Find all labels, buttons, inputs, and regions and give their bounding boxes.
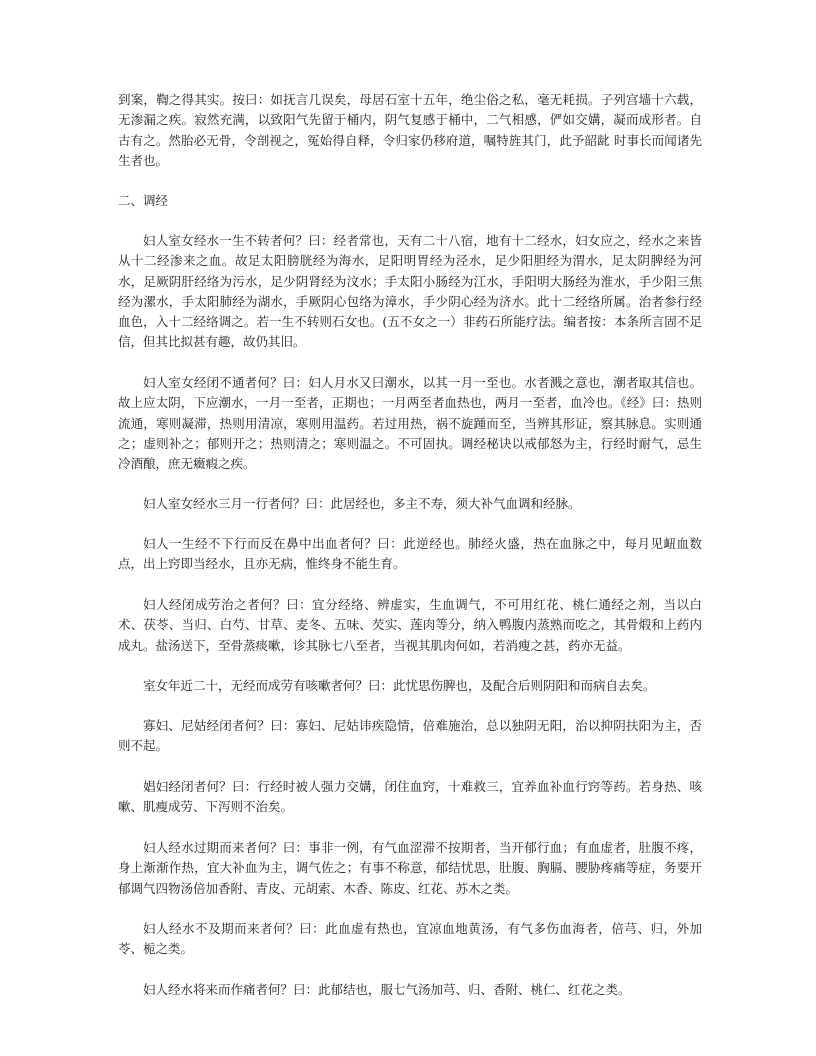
paragraph: 妇人室女经水三月一行者何？曰：此居经也，多主不寿，须大补气血调和经脉。 (143, 496, 581, 511)
paragraph: 妇人一生经不下行而反在鼻中出血者何？曰：此逆经也。肺经火盛，热在血脉之中，每月见衄血数点，出上窍即当经水，且亦无病，惟终身不能生育。 (118, 536, 702, 572)
paragraph: 室女年近二十，无经而成劳有咳嗽者何？曰：此忧思伤脾也，及配合后则阴阳和而病自去矣。 (143, 678, 656, 693)
section-heading: 二、调经 (118, 193, 169, 208)
paragraph-intro: 到案，鞫之得其实。按曰：如抚言几误矣，母居石室十五年，绝尘俗之私，毫无耗损。子列宫墙十六载，无渗漏之疾。寂然充满，以致阳气先留于桶内，阴气复感于桶中，二气相感，俨如交媾，凝而成形者。自古有之。然胎必无骨，令剖视之，冤始得自释，令归家仍移府道，嘱特旌其门，此予韶龀 时事长而闻诸先生者也。 (118, 92, 702, 168)
paragraph: 妇人室女经水一生不转者何？曰：经者常也，天有二十八宿，地有十二经水，妇女应之，经水之来皆从十二经渗来之血。故足太阳膀胱经为海水，足阳明胃经为泾水，足少阳胆经为渭水，足太阴脾经为河水，足厥阴肝经络为污水，足少阴肾经为汶水；手太阳小肠经为江水，手阳明大肠经为淮水，手少阳三焦经为漯水，手太阳肺经为湖水，手厥阴心包络为漳水，手少阴心经为济水。此十二经络所属。治者参行经血色，入十二经络调之。若一生不转则石女也。(五不女之一）非药石所能疗法。编者按：本条所言固不足信，但其比拟甚有趣，故仍其旧。 (118, 233, 702, 350)
paragraph: 妇人经闭成劳治之者何？曰：宜分经络、辨虚实，生血调气，不可用红花、桃仁通经之剂，当以白术、茯苓、当归、白芍、甘草、麦冬、五味、芡实、莲肉等分，纳入鸭腹内蒸熟而吃之，其骨煅和上药内成丸。盐汤送下，至骨蒸痰嗽，诊其脉七八至者，当视其肌肉何如，若消瘦之甚，药亦无益。 (118, 597, 702, 653)
paragraph: 妇人经水不及期而来者何？曰：此血虚有热也，宜凉血地黄汤，有气多伤血海者，倍芎、归，外加苓、栀之类。 (118, 921, 702, 957)
paragraph: 妇人室女经闭不通者何？曰：妇人月水又曰潮水，以其一月一至也。水者溅之意也，潮者取其信也。故上应太阴，下应潮水，一月一至者，正期也；一月两至者血热也，两月一至者，血冷也。《经》曰：热则流通，寒则凝滞，热则用清凉，寒则用温药。若过用热，祸不旋踵而至，当辨其形证，察其脉息。实则通之；虚则补之；郁则开之；热则清之；寒则温之。不可固执。调经秘诀以戒郁怒为主，行经时耐气，忌生冷酒酿，庶无癥瘕之疾。 (118, 375, 702, 472)
paragraph: 娼妇经闭者何？曰：行经时被人强力交媾，闭住血窍，十难救三，宜养血补血行窍等药。若身热、咳嗽、肌瘦成劳、下泻则不治矣。 (118, 779, 702, 815)
paragraph: 妇人经水过期而来者何？曰：事非一例，有气血涩滞不按期者，当开郁行血；有血虚者，肚腹不疼，身上渐渐作热，宜大补血为主，调气佐之；有事不称意，郁结忧思，肚腹、胸膈、腰胁疼痛等症，务要开郁调气四物汤倍加香附、青皮、元胡索、木香、陈皮、红花、苏木之类。 (118, 840, 702, 896)
paragraph: 妇人经水将来而作痛者何？曰：此郁结也，服七气汤加芎、归、香附、桃仁、红花之类。 (143, 982, 631, 997)
paragraph: 寡妇、尼姑经闭者何？曰：寡妇、尼姑讳疾隐情，倍难施治，总以独阴无阳，治以抑阴扶阳为主，否则不起。 (118, 718, 702, 754)
